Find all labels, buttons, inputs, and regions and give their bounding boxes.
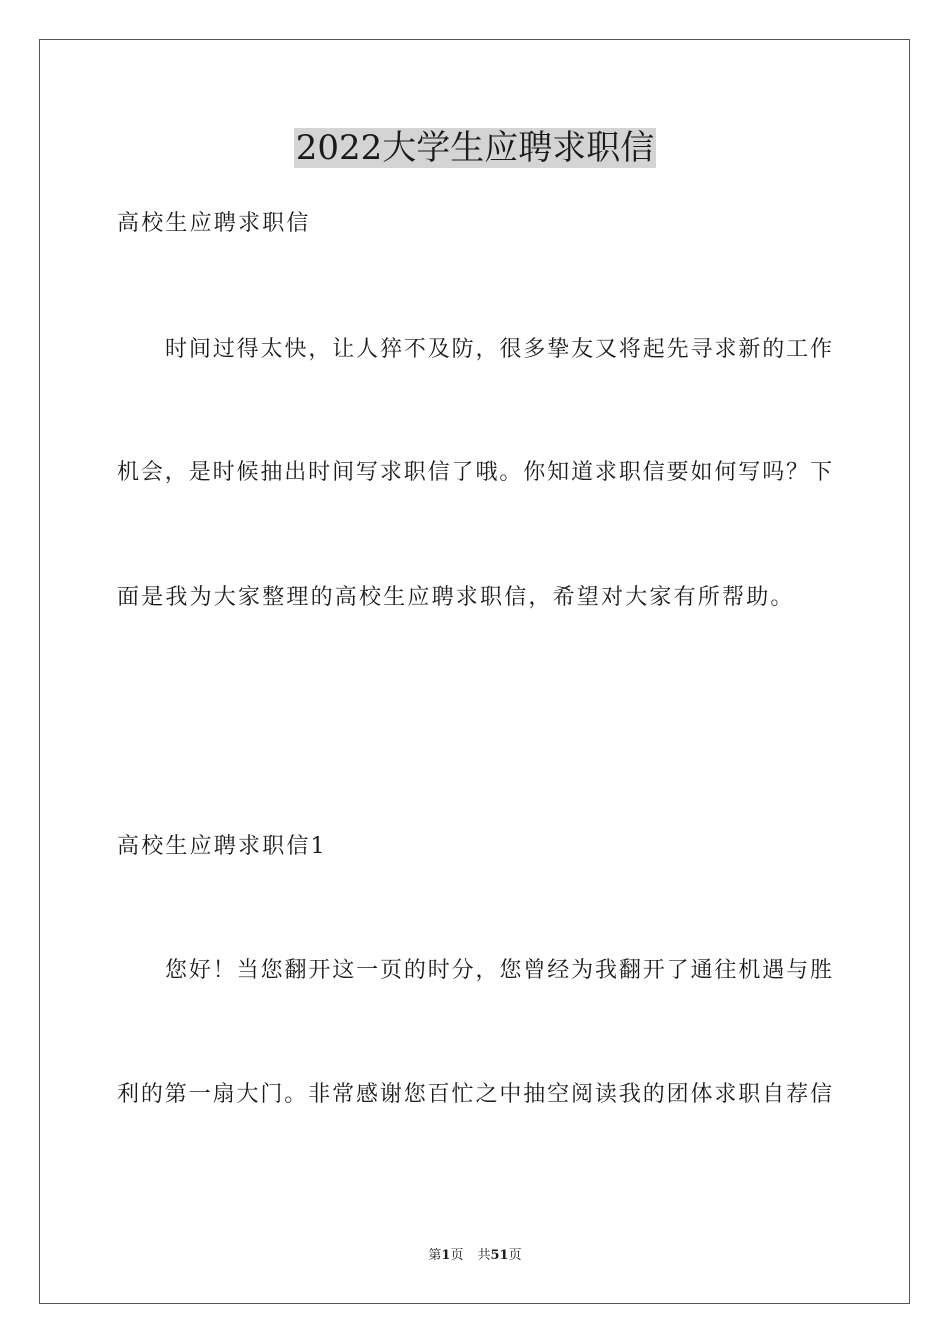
footer-page-suffix: 页 [450,1248,464,1263]
footer-total-prefix: 共 [477,1248,491,1263]
paragraph-line: 机会，是时候抽出时间写求职信了哦。你知道求职信要如何写吗？下 [117,460,832,485]
section-heading: 高校生应聘求职信 [117,211,311,236]
paragraph-line: 时间过得太快，让人猝不及防，很多挚友又将起先寻求新的工作 [165,337,832,362]
section-heading: 高校生应聘求职信1 [117,834,327,859]
page-footer [0,1247,950,1265]
footer-page-prefix: 第 [428,1248,442,1263]
document-title [0,126,950,170]
paragraph-line: 您好！当您翻开这一页的时分，您曾经为我翻开了通往机遇与胜 [165,958,832,983]
paragraph-line: 利的第一扇大门。非常感谢您百忙之中抽空阅读我的团体求职自荐信 [117,1082,832,1107]
footer-page-current: 1 [441,1248,451,1263]
document-title-text: 2022大学生应聘求职信 [295,128,655,168]
footer-page-total: 51 [490,1248,509,1263]
footer-total-suffix: 页 [508,1248,522,1263]
paragraph-line: 面是我为大家整理的高校生应聘求职信，希望对大家有所帮助。 [117,585,795,610]
